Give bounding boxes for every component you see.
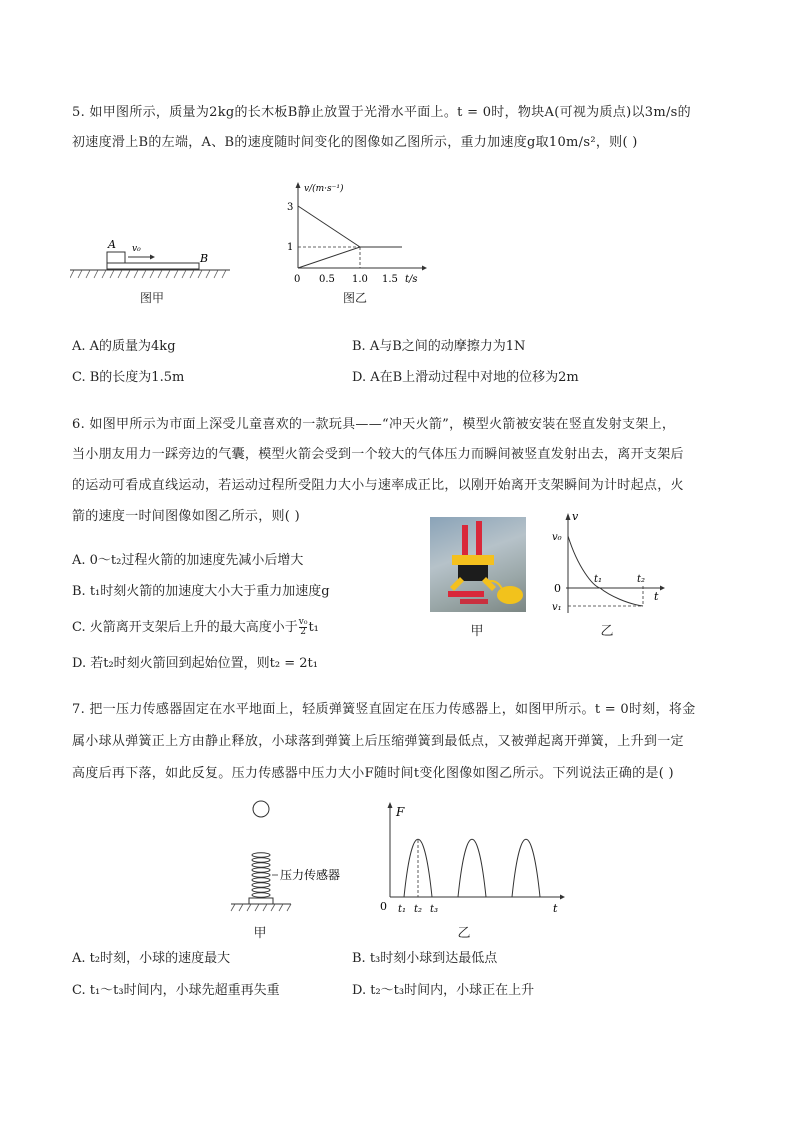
fraction-denominator: 2 — [300, 627, 306, 637]
x-tick-1-5: 1.5 — [382, 274, 398, 285]
x-tick-1-0: 1.0 — [352, 274, 368, 285]
x-tick-0: 0 — [294, 274, 301, 285]
q7-fig-jia-caption: 甲 — [253, 926, 267, 941]
q5-fig-yi-caption: 图乙 — [342, 291, 367, 305]
q7-line-3: 高度后再下落，如此反复。压力传感器中压力大小F随时间t变化图像如图乙所示。下列说法正确的是( ) — [72, 766, 674, 781]
q7-line-1: 7. 把一压力传感器固定在水平地面上，轻质弹簧竖直固定在压力传感器上，如图甲所示。t = 0时刻，将金 — [72, 702, 696, 717]
q6-figure-yi — [548, 508, 673, 618]
label-0: 0 — [554, 582, 561, 595]
pressure-sensor — [249, 898, 273, 904]
label-v0: v₀ — [132, 244, 141, 254]
y-tick-1: 1 — [287, 242, 294, 253]
q7-figure-jia — [225, 795, 370, 920]
label-t1: t₁ — [594, 574, 603, 585]
q5-option-b[interactable]: B. A与B之间的动摩擦力为1N — [352, 339, 526, 354]
label-t2: t₂ — [637, 574, 646, 585]
label-t3: t₃ — [430, 904, 439, 915]
x-axis-label: t/s — [405, 274, 418, 285]
spring — [252, 853, 270, 897]
q7-option-d[interactable]: D. t₂～t₃时间内，小球正在上升 — [352, 983, 535, 998]
board-b — [107, 263, 199, 269]
fraction-numerator: v₀ — [298, 617, 308, 627]
q6-option-c[interactable] — [72, 618, 319, 637]
q5-line-1: 5. 如甲图所示，质量为2kg的长木板B静止放置于光滑水平面上。t = 0时，物块A(可视为质点)以3m/s的 — [72, 105, 691, 120]
block-a — [107, 252, 125, 263]
rocket-toy-photo — [430, 517, 526, 612]
label-t: t — [553, 902, 558, 915]
q6-option-a[interactable]: A. 0～t₂过程火箭的加速度先减小后增大 — [72, 553, 304, 568]
force-pulse-2 — [458, 839, 486, 897]
q7-fig-yi-caption: 乙 — [457, 926, 471, 941]
label-v1: v₁ — [552, 602, 562, 613]
q6-option-c-t1: t₁ — [308, 620, 319, 635]
q5-figure-jia — [70, 230, 235, 290]
q5-fig-jia-caption: 图甲 — [139, 291, 164, 305]
q6-fig-yi-caption: 乙 — [600, 624, 614, 639]
rocket-toy-illustration — [430, 517, 526, 612]
q7-option-b[interactable]: B. t₃时刻小球到达最低点 — [352, 951, 498, 966]
label-t1: t₁ — [398, 904, 407, 915]
metal-ball — [253, 801, 269, 817]
force-pulse-3 — [512, 839, 540, 897]
line-b — [298, 247, 360, 268]
q6-line-2: 当小朋友用力一踩旁边的气囊，模型火箭会受到一个较大的气体压力而瞬间被竖直发射出去，离开支架后 — [72, 447, 684, 462]
q6-line-1: 6. 如图甲所示为市面上深受儿童喜欢的一款玩具——“冲天火箭”，模型火箭被安装在竖直发射支架上， — [72, 417, 676, 432]
label-f: F — [396, 805, 405, 819]
label-a: A — [108, 238, 116, 251]
q6-fig-jia-caption: 甲 — [470, 624, 484, 639]
q7-option-c[interactable]: C. t₁～t₃时间内，小球先超重再失重 — [72, 983, 280, 998]
q7-figure-yi — [378, 800, 568, 922]
q7-option-a[interactable]: A. t₂时刻，小球的速度最大 — [72, 951, 231, 966]
label-0: 0 — [380, 900, 387, 913]
x-tick-0-5: 0.5 — [319, 274, 335, 285]
q6-option-c-fraction — [299, 618, 308, 637]
q7-line-2: 属小球从弹簧正上方由静止释放，小球落到弹簧上后压缩弹簧到最低点，又被弹起离开弹簧，上升到一定 — [72, 734, 684, 749]
rocket-velocity-curve — [568, 536, 646, 606]
q5-line-2: 初速度滑上B的左端，A、B的速度随时间变化的图像如乙图所示，重力加速度g取10m/s²，则( ) — [72, 135, 638, 150]
label-t2: t₂ — [414, 904, 423, 915]
q5-option-c[interactable]: C. B的长度为1.5m — [72, 370, 185, 385]
label-b: B — [200, 252, 209, 265]
sensor-label: 压力传感器 — [280, 868, 341, 882]
q6-option-d[interactable]: D. 若t₂时刻火箭回到起始位置，则t₂ = 2t₁ — [72, 656, 318, 671]
q6-option-b[interactable]: B. t₁时刻火箭的加速度大小大于重力加速度g — [72, 584, 330, 599]
line-a — [298, 206, 360, 247]
label-v0: v₀ — [552, 532, 562, 543]
q5-option-a[interactable]: A. A的质量为4kg — [72, 339, 176, 354]
y-tick-3: 3 — [287, 202, 294, 213]
q6-line-4: 箭的速度一时间图像如图乙所示，则( ) — [72, 509, 300, 524]
q6-option-c-text: C. 火箭离开支架后上升的最大高度小于 — [72, 620, 298, 635]
q6-line-3: 的运动可看成直线运动，若运动过程所受阻力大小与速率成正比，以刚开始离开支架瞬间为计时起点，火 — [72, 478, 684, 493]
q5-option-d[interactable]: D. A在B上滑动过程中对地的位移为2m — [352, 370, 579, 385]
q5-figure-yi — [282, 180, 427, 290]
y-axis-label: v/(m·s⁻¹) — [304, 184, 344, 194]
label-t: t — [654, 590, 659, 603]
label-v: v — [572, 510, 579, 523]
